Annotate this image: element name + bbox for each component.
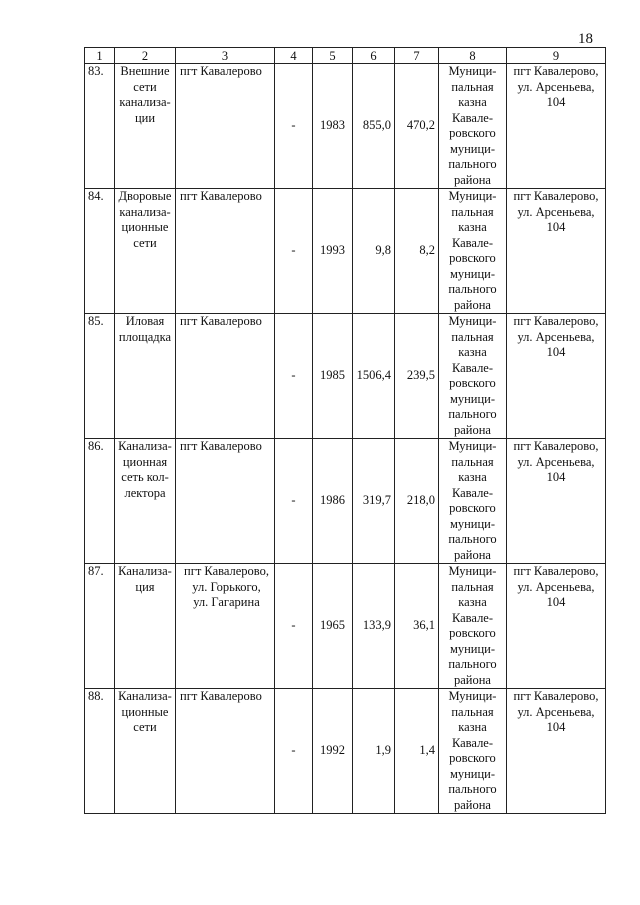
address-line: пгт Кавалерово — [180, 64, 262, 78]
owner-line: района — [454, 672, 491, 687]
owner-line: муници- — [449, 266, 496, 281]
object-name-line: Канализа- — [118, 439, 172, 453]
col4-cell: - — [275, 189, 313, 314]
object-name-line: канализа- — [119, 95, 171, 109]
col4-cell: - — [275, 439, 313, 564]
header-col-7: 7 — [395, 48, 439, 64]
col4-cell: - — [275, 314, 313, 439]
header-row — [85, 48, 606, 64]
owner-line: казна — [458, 95, 487, 109]
object-name-line: Иловая — [125, 314, 165, 328]
owner-cell — [439, 689, 507, 814]
holder-location-line: ул. Арсеньева, — [517, 454, 595, 469]
holder-location-line: пгт Кавалерово, — [513, 314, 599, 328]
owner-line: района — [454, 297, 491, 312]
holder-location-line: пгт Кавалерово, — [513, 64, 599, 78]
table-row — [85, 439, 606, 564]
col6-value-cell: 1,9 — [353, 689, 395, 814]
address-cell — [176, 689, 275, 814]
object-name-line: сеть кол- — [121, 470, 169, 484]
owner-line: района — [454, 422, 491, 437]
page-number: 18 — [578, 31, 593, 47]
owner-line: казна — [458, 345, 487, 359]
object-name-line: ционные — [121, 704, 169, 719]
owner-cell — [439, 564, 507, 689]
owner-line: казна — [458, 220, 487, 234]
object-name-cell — [115, 564, 176, 689]
address-line: пгт Кавалерово — [180, 314, 262, 328]
owner-line: пального — [448, 407, 497, 421]
table-body — [85, 64, 606, 814]
row-number: 87. — [85, 564, 115, 689]
holder-location-line: пгт Кавалерово, — [513, 189, 599, 203]
row-number: 84. — [85, 189, 115, 314]
holder-location-line: ул. Арсеньева, — [517, 79, 595, 94]
col6-value-cell: 855,0 — [353, 64, 395, 189]
owner-line: муници- — [449, 391, 496, 406]
owner-line: ровского — [449, 376, 496, 390]
owner-line: пальная — [451, 454, 494, 469]
object-name-line: сети — [133, 235, 157, 250]
owner-cell — [439, 189, 507, 314]
owner-line: ровского — [449, 126, 496, 140]
object-name-line: ции — [134, 110, 156, 125]
property-registry-table — [84, 47, 606, 814]
year-cell: 1965 — [313, 564, 353, 689]
object-name-line: Внешние — [120, 64, 170, 78]
address-cell — [176, 64, 275, 189]
address-line: пгт Кавалерово — [180, 189, 262, 203]
holder-location-cell — [507, 439, 606, 564]
holder-location-line: пгт Кавалерово, — [513, 564, 599, 578]
header-col-4: 4 — [275, 48, 313, 64]
owner-line: Кавале- — [451, 360, 494, 375]
year-cell: 1985 — [313, 314, 353, 439]
holder-location-line: 104 — [546, 595, 566, 609]
col6-value-cell: 319,7 — [353, 439, 395, 564]
col6-value-cell: 1506,4 — [353, 314, 395, 439]
holder-location-line: 104 — [546, 345, 566, 359]
owner-line: пальная — [451, 579, 494, 594]
owner-line: Муници- — [448, 689, 497, 703]
owner-line: Кавале- — [451, 485, 494, 500]
owner-line: района — [454, 547, 491, 562]
col7-value-cell: 470,2 — [395, 64, 439, 189]
holder-location-cell — [507, 314, 606, 439]
object-name-line: лектора — [124, 485, 166, 500]
address-line: пгт Кавалерово, — [184, 564, 269, 578]
year-cell: 1983 — [313, 64, 353, 189]
col4-cell: - — [275, 64, 313, 189]
owner-line: Муници- — [448, 314, 497, 328]
row-number: 88. — [85, 689, 115, 814]
object-name-line: Дворовые — [118, 189, 172, 203]
holder-location-line: 104 — [546, 470, 566, 484]
address-line: ул. Горького, — [192, 579, 261, 594]
row-number: 85. — [85, 314, 115, 439]
object-name-line: ционная — [122, 454, 168, 469]
holder-location-line: ул. Арсеньева, — [517, 204, 595, 219]
holder-location-line: 104 — [546, 220, 566, 234]
col7-value-cell: 8,2 — [395, 189, 439, 314]
owner-line: пальная — [451, 79, 494, 94]
row-number: 83. — [85, 64, 115, 189]
owner-line: пальная — [451, 329, 494, 344]
object-name-cell — [115, 189, 176, 314]
owner-line: ровского — [449, 626, 496, 640]
address-line: пгт Кавалерово — [180, 689, 262, 703]
col7-value-cell: 239,5 — [395, 314, 439, 439]
owner-line: пального — [448, 157, 497, 171]
header-col-8: 8 — [439, 48, 507, 64]
header-col-3: 3 — [176, 48, 275, 64]
year-cell: 1992 — [313, 689, 353, 814]
holder-location-line: пгт Кавалерово, — [513, 439, 599, 453]
holder-location-line: ул. Арсеньева, — [517, 579, 595, 594]
address-line: ул. Гагарина — [193, 595, 260, 609]
owner-line: пального — [448, 532, 497, 546]
owner-line: пальная — [451, 204, 494, 219]
holder-location-line: ул. Арсеньева, — [517, 704, 595, 719]
object-name-cell — [115, 439, 176, 564]
holder-location-line: пгт Кавалерово, — [513, 689, 599, 703]
holder-location-line: 104 — [546, 95, 566, 109]
owner-line: казна — [458, 720, 487, 734]
holder-location-cell — [507, 64, 606, 189]
header-col-5: 5 — [313, 48, 353, 64]
owner-line: Кавале- — [451, 235, 494, 250]
table-header — [85, 48, 606, 64]
header-col-9: 9 — [507, 48, 606, 64]
object-name-line: ция — [135, 579, 155, 594]
row-number: 86. — [85, 439, 115, 564]
object-name-line: сети — [133, 720, 157, 734]
owner-line: муници- — [449, 516, 496, 531]
owner-line: Муници- — [448, 64, 497, 78]
object-name-line: Канализа- — [118, 564, 172, 578]
owner-line: Муници- — [448, 564, 497, 578]
year-cell: 1986 — [313, 439, 353, 564]
object-name-cell — [115, 64, 176, 189]
object-name-line: Канализа- — [118, 689, 172, 703]
table-row — [85, 689, 606, 814]
owner-line: Муници- — [448, 439, 497, 453]
object-name-line: площадка — [118, 329, 172, 344]
owner-line: района — [454, 172, 491, 187]
owner-line: пальная — [451, 704, 494, 719]
col6-value-cell: 133,9 — [353, 564, 395, 689]
owner-line: Муници- — [448, 189, 497, 203]
owner-line: муници- — [449, 641, 496, 656]
owner-line: Кавале- — [451, 610, 494, 625]
holder-location-cell — [507, 689, 606, 814]
owner-line: ровского — [449, 251, 496, 265]
owner-line: Кавале- — [451, 735, 494, 750]
owner-line: ровского — [449, 751, 496, 765]
table-row — [85, 314, 606, 439]
owner-line: муници- — [449, 141, 496, 156]
owner-line: пального — [448, 782, 497, 796]
table-row — [85, 564, 606, 689]
owner-line: казна — [458, 595, 487, 609]
col6-value-cell: 9,8 — [353, 189, 395, 314]
owner-line: пального — [448, 657, 497, 671]
owner-line: Кавале- — [451, 110, 494, 125]
owner-cell — [439, 439, 507, 564]
table-row — [85, 189, 606, 314]
object-name-cell — [115, 689, 176, 814]
owner-cell — [439, 64, 507, 189]
holder-location-cell — [507, 564, 606, 689]
table-row — [85, 64, 606, 189]
address-cell — [176, 314, 275, 439]
year-cell: 1993 — [313, 189, 353, 314]
holder-location-line: 104 — [546, 720, 566, 734]
holder-location-line: ул. Арсеньева, — [517, 329, 595, 344]
owner-line: казна — [458, 470, 487, 484]
col4-cell: - — [275, 689, 313, 814]
header-col-6: 6 — [353, 48, 395, 64]
header-col-2: 2 — [115, 48, 176, 64]
object-name-line: канализа- — [119, 204, 171, 219]
object-name-line: сети — [133, 79, 157, 94]
owner-cell — [439, 314, 507, 439]
address-line: пгт Кавалерово — [180, 439, 262, 453]
object-name-cell — [115, 314, 176, 439]
header-col-1: 1 — [85, 48, 115, 64]
col7-value-cell: 36,1 — [395, 564, 439, 689]
address-cell — [176, 564, 275, 689]
owner-line: района — [454, 797, 491, 812]
address-cell — [176, 439, 275, 564]
owner-line: ровского — [449, 501, 496, 515]
col7-value-cell: 218,0 — [395, 439, 439, 564]
col7-value-cell: 1,4 — [395, 689, 439, 814]
address-cell — [176, 189, 275, 314]
owner-line: пального — [448, 282, 497, 296]
object-name-line: ционные — [121, 220, 169, 234]
holder-location-cell — [507, 189, 606, 314]
owner-line: муници- — [449, 766, 496, 781]
col4-cell: - — [275, 564, 313, 689]
